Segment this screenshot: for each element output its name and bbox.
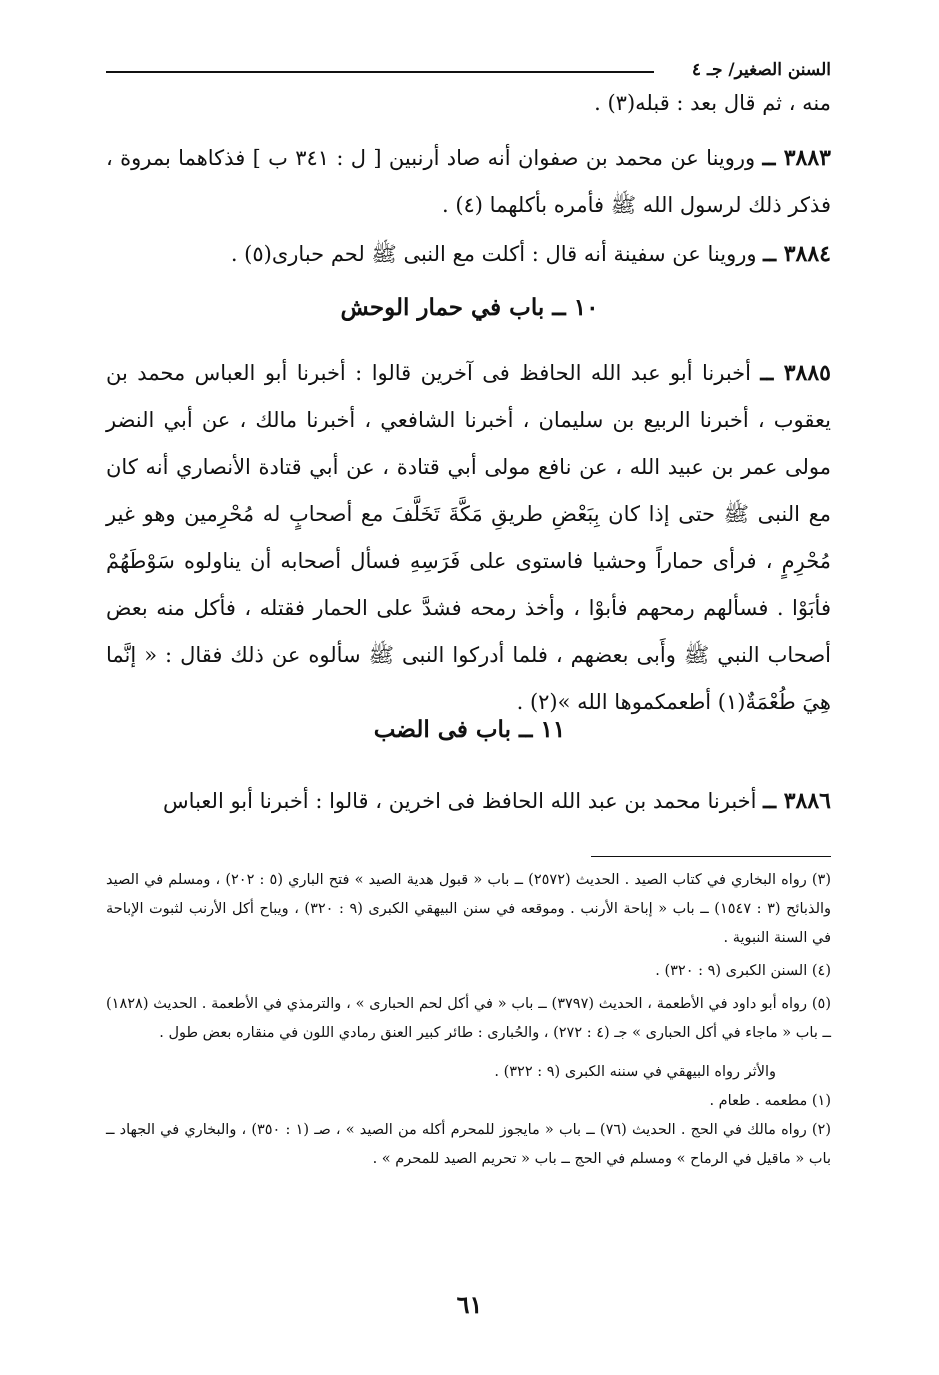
- hadith-3884: [106, 231, 831, 278]
- footnote-separator: [591, 856, 831, 857]
- footnote: والأثر رواه البيهقي في سننه الكبرى (٩ : ٣٢٢) .: [494, 1064, 776, 1080]
- hadith-number: ٣٨٨٣ ــ: [762, 145, 831, 171]
- footnote: (٥) رواه أبو داود في الأطعمة ، الحديث (٣٧٩٧) ــ باب « في أكل لحم الحبارى » ، والترمذي في الأطعمة . الحديث (١٨٢٨) ــ باب « ماجاء في أكل الحبارى » جـ (٤ : ٢٧٢) ، والحُبارى : طائر كبير العنق رمادي اللون في منقاره بعض طول .: [106, 996, 831, 1041]
- hadith-text: أخبرنا أبو عبد الله الحافظ فى آخرين قالوا : أخبرنا أبو العباس محمد بن يعقوب ، أخبرنا الربيع بن سليمان ، أخبرنا الشافعي ، أخبرنا مالك ، عن أبي النضر مولى عمر بن عبيد الله ، عن نافع مولى أبي قتادة ، عن أبي قتادة الأنصاري أنه كان مع النبى ﷺ حتى إذا كان بِبَعْضِ طريقِ مَكَّةَ تَخَلَّفَ مع أصحابٍ له مُحْرِمين وهو غير مُحْرِمٍ ، فرأى حماراً وحشيا فاستوى على فَرَسِهِ فسأل أصحابه أن يناولوه سَوْطَهُمْ فأبَوْا . فسألهم رمحهم فأبوْا ، وأخذ رمحه فشدَّ على الحمار فقتله ، فأكل منه بعض أصحاب النبي ﷺ وأَبى بعضهم ، فلما أدركوا النبى ﷺ سألوه عن ذلك فقال : « إنَّما هِيَ طُعْمَةٌ(١) أطعمكموها الله »(٢) .: [106, 361, 831, 714]
- hadith-3886: [106, 778, 831, 825]
- footnote: (٢) رواه مالك في الحج . الحديث (٧٦) ــ باب « مايجوز للمحرم أكله من الصيد » ، صـ (١ : ٣٥٠) ، والبخاري في الجهاد ــ باب « ماقيل في الرماح » ومسلم في الحج ــ باب « تحريم الصيد للمحرم » .: [106, 1122, 831, 1167]
- hadith-number: ٣٨٨٦ ــ: [763, 788, 831, 814]
- chapter-heading-10: ١٠ ــ باب في حمار الوحش: [340, 294, 599, 321]
- footnotes: [106, 866, 831, 1174]
- hadith-3885: [106, 350, 831, 726]
- hadith-number: ٣٨٨٥ ــ: [760, 360, 831, 386]
- hadith-text: وروينا عن محمد بن صفوان أنه صاد أرنبين [ ل : ٣٤١ ب ] فذكاهما بمروة ، فذكر ذلك لرسول الله ﷺ فأمره بأكلهما (٤) .: [106, 146, 831, 217]
- header-title: السنن الصغير/ جـ ٤: [691, 60, 831, 80]
- footnote: (١) مطعمه . طعام .: [709, 1093, 831, 1109]
- chapter-heading-11: ١١ ــ باب فى الضب: [373, 716, 566, 743]
- paragraph-continuation: [106, 80, 831, 127]
- hadith-text: أخبرنا محمد بن عبد الله الحافظ فى اخرين ، قالوا : أخبرنا أبو العباس: [163, 789, 764, 813]
- paragraph-text: منه ، ثم قال بعد : قبله(٣) .: [594, 91, 831, 115]
- footnote: (٤) السنن الكبرى (٩ : ٣٢٠) .: [655, 963, 831, 979]
- hadith-text: وروينا عن سفينة أنه قال : أكلت مع النبى ﷺ لحم حبارى(٥) .: [230, 242, 764, 266]
- page-number: ٦١: [456, 1290, 483, 1319]
- hadith-3883: [106, 135, 831, 229]
- header-rule: [106, 71, 654, 73]
- footnote: (٣) رواه البخاري في كتاب الصيد . الحديث (٢٥٧٢) ــ باب « قبول هدية الصيد » فتح الباري (٥ : ٢٠٢) ، ومسلم في الصيد والذبائح (٣ : ١٥٤٧) ــ باب « إباحة الأرنب . وموقعه في سنن البيهقي الكبرى (٩ : ٣٢٠) ، ويباح أكل الأرنب لثبوت الإباحة في السنة النبوية .: [106, 872, 832, 946]
- hadith-number: ٣٨٨٤ ــ: [763, 241, 831, 267]
